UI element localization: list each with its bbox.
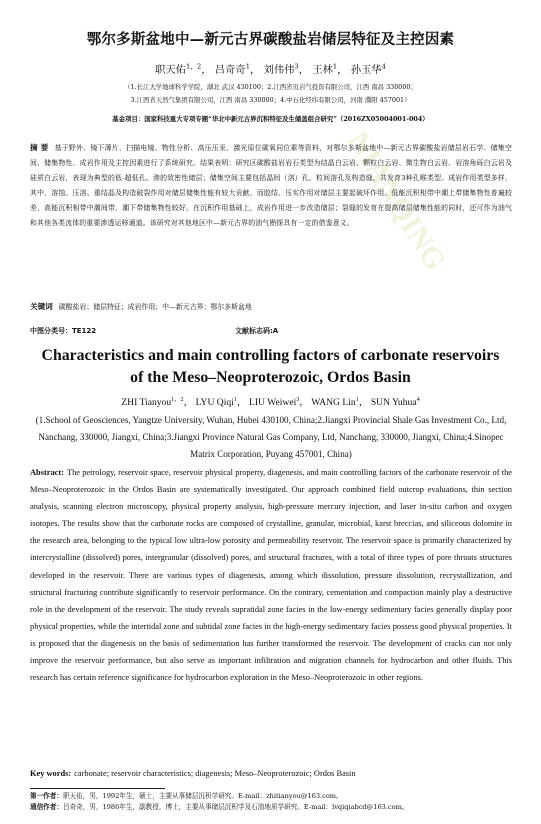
author-name: 吕奇奇 bbox=[214, 64, 246, 76]
footnote-text: 职天佑，男，1992年生，硕士，主要从事储层沉积学研究。E-mail：zhitianyou@163.com。 bbox=[62, 792, 343, 800]
footnote-text: 吕奇奇，男，1986年生，副教授，博士，主要从事储层沉积学及石油地质学研究。E-mail：lvqiqiabcd@163.com。 bbox=[62, 803, 409, 811]
footnote-label: 通信作者： bbox=[30, 803, 63, 811]
chinese-title: 鄂尔多斯盆地中—新元古界碳酸盐岩储层特征及主控因素 bbox=[86, 32, 455, 48]
fund-statement bbox=[0, 114, 541, 123]
abstract-label: Abstract: bbox=[30, 468, 64, 477]
chinese-keywords bbox=[30, 301, 512, 312]
footnote-divider bbox=[30, 788, 165, 789]
english-title-line: of the Meso–Neoproterozoic, Ordos Basin bbox=[130, 369, 411, 386]
author-name: ZHI Tianyou bbox=[121, 397, 172, 408]
author-separator: ， bbox=[249, 64, 261, 76]
english-affiliations: (1.School of Geosciences, Yangtze University, Wuhan, Hubei 430100, China;2.Jiangxi Provincial Shale Gas Investment Co., Ltd, Nanchang, 330000, Jiangxi, China;3.Jiangxi Province Natural Gas Company, Ltd, Nanchang, 330000, Jiangxi, China;4.Sinopec Matrix Corporation, Puyang 457001, China) bbox=[35, 415, 507, 459]
chinese-abstract bbox=[30, 140, 512, 232]
english-abstract bbox=[30, 464, 512, 686]
author-name: SUN Yuhua bbox=[370, 397, 417, 408]
author-name: WANG Lin bbox=[311, 397, 356, 408]
author-separator: ， bbox=[236, 397, 247, 408]
author-affil-sup: 3 bbox=[296, 395, 300, 403]
watermark: NIANQING bbox=[341, 125, 453, 277]
author-affil-sup: 1，2 bbox=[171, 395, 184, 403]
author-name: 职天佑 bbox=[155, 64, 187, 76]
classification-number: 中图分类号：TE122 bbox=[30, 327, 97, 335]
chinese-affiliations bbox=[40, 81, 501, 106]
author-name: 王林 bbox=[312, 64, 333, 76]
author-separator: ， bbox=[358, 397, 369, 408]
abstract-text: The petrology, reservoir space, reservoir physical property, diagenesis, and main controlling factors of the carbonate reservoir of the Meso–Neoproterozoic in the Ordos Basin are systematically investigated. Our approach combined field outcrop evaluations, thin section analysis, scanning electron microscopy, physical property analysis, high-pressure mercury injection, and laser in-situ carbon and oxygen isotopes. The results show that the carbonate rocks are composed of crystalline, granular, microbial, karst breccias, and siliceous dolomite in the research area, belonging to the typical low ultra-low porosity and permeability reservoir. The reservoir space is primarily characterized by intercrystalline (dissolved) pores, intergranular (dissolved) pores, and structural fractures, with a total of three types of pore throats structures developed in the reservoir. There are various types of diagenesis, among which dissolution, pressure dissolution, recrystallization, and structural fracturing contribute significantly to reservoir performance. On the contrary, cementation and compaction mainly play a destructive role in the development of the reservoir. The study reveals supratidal zone facies in the low-energy sedimentary facies generally display poor physical properties, while the intertidal zone and subtidal zone facies in the high-energy sedimentary facies possess good physical properties. It is proposed that the diagenesis on the basis of sedimentation has further transformed the reservoir. The development of cracks can not only improve the reservoir performance, but also serve as important infiltration and migration channels for hydrocarbon and other fluids. This research has certain reference significance for hydrocarbon exploration in the Meso–Neoproterozoic in other regions. bbox=[30, 468, 512, 683]
english-keywords bbox=[30, 769, 512, 778]
keywords-label: 关键词 bbox=[30, 302, 53, 311]
first-author-footnote bbox=[30, 791, 512, 802]
english-title bbox=[0, 345, 541, 389]
author-separator: ， bbox=[337, 64, 348, 76]
author-name: LYU Qiqi bbox=[195, 397, 234, 408]
chinese-authors bbox=[0, 61, 541, 76]
author-affil-sup: 1 bbox=[355, 395, 359, 403]
english-authors bbox=[0, 394, 541, 408]
author-affil-sup: 1 bbox=[233, 395, 237, 403]
author-affil-sup: 4 bbox=[416, 395, 420, 403]
author-name: LIU Weiwei bbox=[248, 397, 297, 408]
corresponding-author-footnote bbox=[30, 802, 512, 813]
author-affil-sup: 1 bbox=[332, 62, 338, 71]
affiliation-line: （1.长江大学地球科学学院，湖北 武汉 430100；2.江西省页岩气投资有限公司，江西 南昌 330000； bbox=[124, 83, 417, 91]
keywords-text: carbonate; reservoir characteristics; diagenesis; Meso–Neoproterozoic; Ordos Basin bbox=[74, 769, 356, 778]
author-separator: ， bbox=[183, 397, 194, 408]
author-affil-sup: 1 bbox=[245, 62, 250, 71]
author-separator: ， bbox=[299, 397, 309, 408]
author-separator: ， bbox=[201, 64, 212, 76]
abstract-label: 摘 要 bbox=[30, 143, 49, 152]
footnote-label: 第一作者： bbox=[30, 792, 63, 800]
keywords-text: 碳酸盐岩；储层特征；成岩作用；中—新元古界；鄂尔多斯盆地 bbox=[58, 303, 252, 311]
fund-text: 国家科技重大专项专题“华北中新元古界沉积特征及生储盖组合研究”（2016ZX05004001-004） bbox=[144, 115, 429, 123]
english-title-line: Characteristics and main controlling factors of carbonate reservoirs bbox=[41, 347, 500, 364]
author-name: 孙玉华 bbox=[350, 64, 382, 76]
keywords-label: Key words: bbox=[30, 769, 72, 778]
document-code: 文献标志码:A bbox=[235, 327, 279, 335]
author-affil-sup: 4 bbox=[381, 62, 386, 71]
author-affil-sup: 1，2 bbox=[186, 62, 202, 71]
abstract-text: 基于野外、镜下薄片、扫描电镜、物性分析、高压压汞、激光原位碳氧同位素等资料，对鄂尔多斯盆地中—新元古界碳酸盐岩储层岩石学、储集空间、储集物性、成岩作用及主控因素进行了系统研究。结果表明：研究区碳酸盐岩岩石类型为结晶白云岩、颗粒白云岩、微生物白云岩、岩溶角砾白云岩及硅质白云岩，表现为典型的低-超低孔、渗的致密性储层；储集空间主要包括晶间（溶）孔、粒间溶孔及构造缝，共发育3种孔喉类型。成岩作用类型多样，其中，溶蚀、压溶、重结晶及构造破裂作用对储层储集性能有较大贡献，而胶结、压实作用对储层主要起破坏作用。低能沉积相带中潮上带储集物性普遍较差，高能沉积相带中潮间带、潮下带储集物性较好。在沉积作用基础上，成岩作用进一步改造储层；裂缝的发育在提高储层储集性能的同时，还可作为油气和其他各类流体的重要渗透运移通道。该研究对其他地区中—新元古界的油气勘探具有一定的借鉴意义。 bbox=[30, 144, 512, 228]
author-separator: ， bbox=[298, 64, 309, 76]
author-affil-sup: 3 bbox=[294, 62, 299, 71]
affiliation-line: 3.江西省天然气集团有限公司，江西 南昌 330000；4.中石化经纬有限公司，河南 濮阳 457001） bbox=[130, 95, 411, 104]
fund-label: 基金项目： bbox=[112, 115, 145, 123]
author-name: 刘伟伟 bbox=[263, 64, 295, 76]
